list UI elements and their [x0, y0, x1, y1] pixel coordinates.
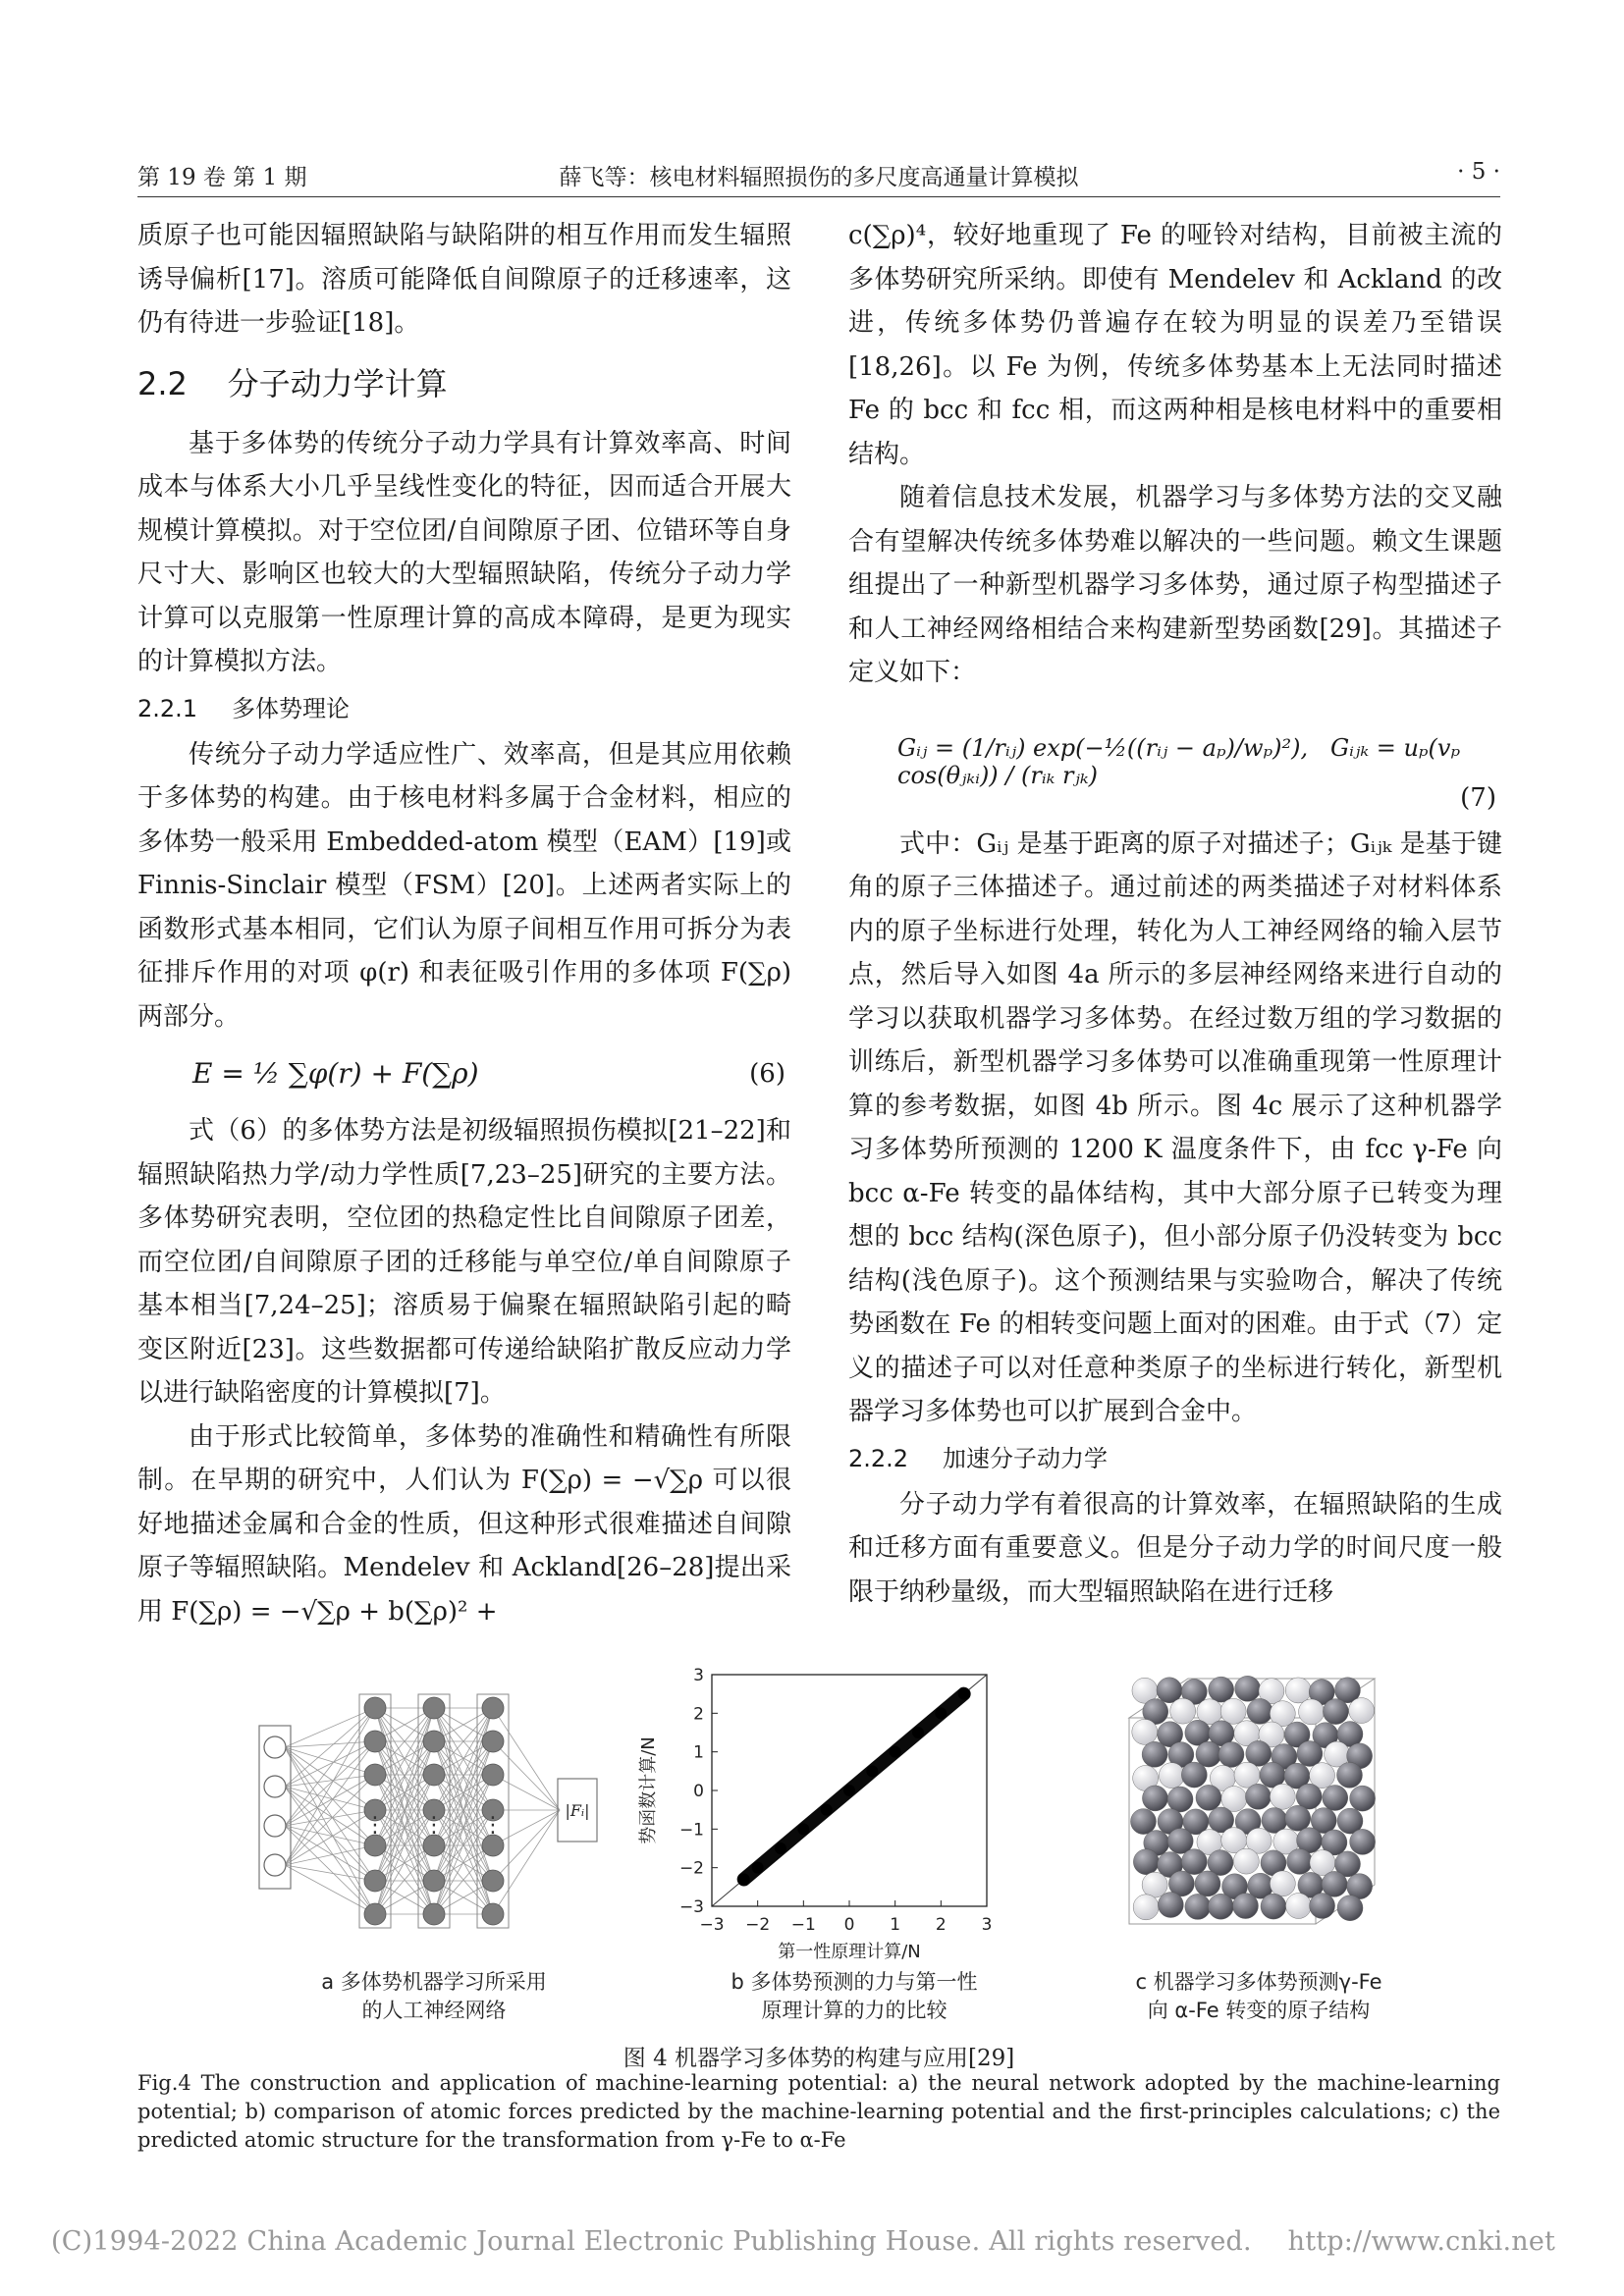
hidden-node — [482, 1903, 504, 1925]
journal-volume: 第 19 卷 第 1 期 — [137, 165, 307, 190]
dark-atom — [1310, 1894, 1335, 1919]
connection-line — [285, 1741, 375, 1826]
connection-line — [285, 1787, 375, 1914]
equation-6 — [137, 1039, 791, 1109]
running-title: 薛飞等：核电材料辐照损伤的多尺度高通量计算模拟 — [559, 165, 1079, 190]
light-atom — [1234, 1762, 1260, 1788]
y-tick-label: 1 — [693, 1742, 704, 1763]
data-point — [912, 1727, 924, 1738]
hidden-node — [364, 1731, 386, 1752]
hidden-node — [423, 1731, 445, 1752]
light-atom — [1285, 1678, 1311, 1703]
paragraph: c(∑ρ)⁴，较好地重现了 Fe 的哑铃对结构，目前被主流的多体势研究所采纳。即使有 Mendelev 和 Ackland 的改进，传统多体势仍普遍存在较为明显的误差乃至错误[18,26]。以 Fe 为例，传统多体势基本上无法同时描述 Fe 的 bcc 和 fcc 相，而这两种相是核电材料中的重要相结构。 — [848, 221, 1502, 469]
x-tick-label: 0 — [843, 1915, 855, 1935]
dark-atom — [1181, 1762, 1207, 1788]
gijk-definition: Gᵢⱼₖ = uₚ(vₚ cos(θⱼₖᵢ)) / (rᵢₖ rⱼₖ) — [897, 733, 1461, 789]
y-tick-label: 0 — [693, 1782, 704, 1801]
paragraph: 传统分子动力学适应性广、效率高，但是其应用依赖于多体势的构建。由于核电材料多属于合金材料，相应的多体势一般采用 Embedded-atom 模型（EAM）[19]或 Finnis-Sinclair 模型（FSM）[20]。上述两者实际上的函数形式基本相同，它们认为原子间相互作用可拆分为表征排斥作用的对项 φ(r) 和表征吸引作用的多体项 F(∑ρ) 两部分。 — [137, 739, 791, 1032]
dark-atom — [1195, 1871, 1220, 1896]
hidden-node — [423, 1835, 445, 1856]
light-atom — [1233, 1848, 1259, 1874]
input-node — [264, 1776, 286, 1797]
gij-definition: Gᵢⱼ = (1/rᵢⱼ) exp(−½((rᵢⱼ − aₚ)/wₚ)²), — [897, 733, 1309, 762]
hidden-node — [364, 1835, 386, 1856]
caption-line: 向 α-Fe 转变的原子结构 — [1147, 1999, 1371, 2022]
hidden-node — [364, 1697, 386, 1719]
paragraph: 分子动力学有着很高的计算效率，在辐照缺陷的生成和迁移方面有重要意义。但是分子动力学的时间尺度一般限于纳秒量级，而大型辐照缺陷在进行迁移 — [848, 1489, 1502, 1607]
data-point — [890, 1746, 901, 1758]
light-atom — [1133, 1895, 1159, 1920]
connection-line — [493, 1708, 560, 1810]
input-node — [264, 1815, 286, 1837]
paragraph: 式中：Gᵢⱼ 是基于距离的原子对描述子；Gᵢⱼₖ 是基于键角的原子三体描述子。通过前述的两类描述子对材料体系内的原子坐标进行处理，转化为人工神经网络的输入层节点，然后导入如图 4a 所示的多层神经网络来进行自动的学习以获取机器学习多体势。在经过数万组的学习数据的训练后，新型机器学习多体势可以准确重现第一性原理计算的参考数据，如图 4b 所示。图 4c 展示了这种机器学习多体势所预测的 1200 K 温度条件下，由 fcc γ-Fe 向 bcc α-Fe 转变的晶体结构，其中大部分原子已转变为理想的 bcc 结构(深色原子)，但小部分原子仍没转变为 bcc 结构(浅色原子)。这个预测结果与实验吻合，解决了传统势函数在 Fe 的相转变问题上面对的困难。由于式（7）定义的描述子可以对任意种类原子的坐标进行转化，新型机器学习多体势也可以扩展到合金中。 — [848, 828, 1502, 1426]
connection-line — [285, 1741, 375, 1787]
connection-line — [285, 1826, 375, 1914]
equation-7 — [848, 695, 1502, 823]
equation-body: E = ½ ∑φ(r) + F(∑ρ) — [192, 1057, 479, 1090]
light-atom — [1285, 1894, 1311, 1919]
paragraph: 质原子也可能因辐照缺陷与缺陷阱的相互作用而发生辐照诱导偏析[17]。溶质可能降低自间隙原子的迁移速率，这仍有待进一步验证[18]。 — [137, 221, 791, 338]
force-comparison-chart — [628, 1645, 1041, 1969]
connection-line — [285, 1787, 375, 1845]
caption-line: b 多体势预测的力与第一性 — [731, 1970, 978, 1994]
hidden-node — [482, 1870, 504, 1892]
copyright-notice: (C)1994-2022 China Academic Journal Electronic Publishing House. All rights reserved. — [51, 2226, 1252, 2257]
connection-line — [285, 1741, 375, 1747]
dark-atom — [1133, 1849, 1159, 1875]
input-node — [264, 1854, 286, 1876]
x-tick-label: 1 — [890, 1915, 901, 1935]
light-atom — [1299, 1699, 1325, 1725]
dark-atom — [1285, 1805, 1311, 1831]
light-atom — [1270, 1871, 1295, 1896]
dark-atom — [1297, 1741, 1323, 1767]
paragraph: 式（6）的多体势方法是初级辐照损伤模拟[21–22]和辐照缺陷热力学/动力学性质[7,23–25]研究的主要方法。多体势研究表明，空位团的热稳定性比自间隙原子团差，而空位团/自间隙原子团的迁移能与单空位/单自间隙原子基本相当[7,24–25]；溶质易于偏聚在辐照缺陷引起的畸变区附近[23]。这些数据都可传递给缺陷扩散反应动力学以进行缺陷密度的计算模拟[7]。 — [137, 1116, 791, 1408]
data-point — [738, 1873, 750, 1885]
dark-atom — [1350, 1786, 1376, 1811]
dark-atom — [1350, 1829, 1376, 1854]
hidden-node — [482, 1731, 504, 1752]
caption-line: 原理计算的力的比较 — [761, 1999, 947, 2022]
network-connections — [285, 1708, 560, 1914]
x-tick-label: 2 — [935, 1915, 947, 1935]
section-title: 分子动力学计算 — [227, 364, 448, 402]
x-tick-label: −1 — [790, 1915, 816, 1935]
figure-title: 图 4 机器学习多体势的构建与应用[29] — [623, 2046, 1015, 2071]
subsection-number: 2.2.1 — [137, 694, 198, 722]
data-point — [752, 1862, 764, 1874]
hidden-node — [482, 1764, 504, 1786]
y-axis-label: 势函数计算/N — [638, 1736, 659, 1844]
dark-atom — [1167, 1787, 1193, 1812]
dark-atom — [1218, 1741, 1244, 1767]
light-atom — [1349, 1698, 1375, 1724]
hidden-node — [423, 1764, 445, 1786]
caption-line: a 多体势机器学习所采用 — [321, 1970, 547, 1994]
x-tick-label: −3 — [699, 1915, 725, 1935]
dark-atom — [1323, 1699, 1348, 1725]
paragraph: 随着信息技术发展，机器学习与多体势方法的交叉融合有望解决传统多体势难以解决的一些问题。赖文生课题组提出了一种新型机器学习多体势，通过原子构型描述子和人工神经网络相结合来构建新型势函数[29]。其描述子定义如下： — [848, 483, 1502, 687]
dark-atom — [1247, 1698, 1272, 1724]
hidden-node — [364, 1870, 386, 1892]
equation-number: (7) — [1460, 782, 1496, 813]
data-point — [775, 1842, 786, 1854]
panel-c-caption — [1092, 1968, 1426, 2025]
dark-atom — [1142, 1786, 1167, 1811]
subsection-heading — [848, 1434, 1502, 1483]
hidden-node — [364, 1903, 386, 1925]
paragraph: 基于多体势的传统分子动力学具有计算效率高、时间成本与体系大小几乎呈线性变化的特征，因而适合开展大规模计算模拟。对于空位团/自间隙原子团、位错环等自身尺寸大、影响区也较大的大型辐照缺陷，传统分子动力学计算可以克服第一性原理计算的高成本障碍，是更为现实的计算模拟方法。 — [137, 428, 791, 676]
figure-caption-english: Fig.4 The construction and application of machine-learning potential: a) the neural network adopted by the machine-learning potential; b) comparison of atomic forces predicted by the machine-learning potential and the first-principles calculations; c) the predicted atomic structure for the transformation from γ-Fe to α-Fe — [137, 2071, 1500, 2152]
connection-line — [493, 1775, 560, 1810]
connection-line — [285, 1826, 375, 1845]
connection-line — [285, 1708, 375, 1865]
header-rule — [137, 196, 1500, 197]
dark-atom — [1323, 1786, 1348, 1811]
dark-atom — [1235, 1676, 1261, 1701]
light-atom — [1170, 1698, 1196, 1724]
light-atom — [1270, 1784, 1295, 1809]
neural-network-diagram — [257, 1688, 611, 1944]
y-tick-label: −1 — [678, 1820, 704, 1841]
ellipsis-dots: ⋮ — [482, 1813, 504, 1838]
ellipsis-dots: ⋮ — [423, 1813, 445, 1838]
page-number: · 5 · — [1457, 159, 1500, 185]
y-tick-label: 3 — [693, 1666, 704, 1685]
x-tick-label: −2 — [745, 1915, 771, 1935]
data-point — [935, 1707, 947, 1719]
dark-atom — [1322, 1871, 1347, 1896]
dark-atom — [1185, 1894, 1211, 1919]
connection-line — [285, 1787, 375, 1810]
connection-line — [285, 1775, 375, 1865]
dark-atom — [1296, 1784, 1322, 1809]
light-atom — [1142, 1872, 1167, 1897]
subsection-title: 加速分子动力学 — [943, 1444, 1108, 1472]
y-tick-label: 2 — [693, 1704, 704, 1725]
caption-line: c 机器学习多体势预测γ-Fe — [1135, 1970, 1382, 1994]
hidden-node — [423, 1870, 445, 1892]
paragraph: 由于形式比较简单，多体势的准确性和精确性有所限制。在早期的研究中，人们认为 F(∑ρ) = −√∑ρ 可以很好地描述金属和合金的性质，但这种形式很难描述自间隙原子等辐照缺陷。Mendelev 和 Ackland[26–28]提出采用 F(∑ρ) = −√∑ρ + b(∑ρ)² + — [137, 1421, 791, 1627]
connection-line — [285, 1747, 375, 1775]
dark-atom — [1196, 1785, 1221, 1810]
dark-atom — [1232, 1894, 1258, 1919]
x-axis-label: 第一性原理计算/N — [778, 1942, 921, 1962]
data-point — [958, 1688, 970, 1700]
connection-line — [285, 1708, 375, 1787]
data-point — [821, 1804, 833, 1816]
output-label: |Fᵢ| — [565, 1801, 590, 1820]
ellipsis-dots: ⋮ — [364, 1813, 386, 1838]
dark-atom — [1208, 1894, 1233, 1919]
panel-b-chart — [628, 1645, 1041, 1969]
dark-atom — [1337, 1896, 1363, 1921]
data-point — [866, 1765, 878, 1777]
left-column — [137, 214, 791, 1633]
hidden-node — [482, 1697, 504, 1719]
dark-atom — [1245, 1784, 1271, 1809]
hidden-node — [364, 1764, 386, 1786]
data-point — [797, 1823, 809, 1835]
light-atom — [1159, 1763, 1184, 1789]
section-number: 2.2 — [137, 364, 188, 402]
dark-atom — [1142, 1741, 1167, 1767]
right-column — [848, 214, 1502, 1614]
input-node — [264, 1736, 286, 1758]
connection-line — [285, 1775, 375, 1787]
panel-b-caption — [677, 1968, 1031, 2025]
connection-line — [285, 1845, 375, 1865]
footer-url: http://www.cnki.net — [1287, 2226, 1556, 2257]
hidden-node — [482, 1835, 504, 1856]
hidden-node — [423, 1903, 445, 1925]
equation-body — [897, 734, 1502, 789]
panel-a-neural-network — [257, 1688, 611, 1944]
caption-line: 的人工神经网络 — [361, 1999, 507, 2022]
light-atom — [1220, 1698, 1246, 1724]
panel-c-atomic-structure — [1119, 1659, 1384, 1953]
running-header — [137, 159, 1500, 192]
dark-atom — [1158, 1893, 1183, 1918]
dark-atom — [1209, 1677, 1234, 1702]
connection-line — [285, 1741, 375, 1865]
data-point — [843, 1785, 855, 1796]
dark-atom — [1336, 1762, 1362, 1788]
y-tick-label: −3 — [678, 1897, 704, 1917]
section-heading — [137, 346, 791, 422]
panel-a-caption — [257, 1968, 611, 2025]
dark-atom — [1287, 1848, 1313, 1874]
hidden-node — [423, 1697, 445, 1719]
x-tick-label: 3 — [981, 1915, 993, 1935]
dark-atom — [1261, 1894, 1286, 1919]
dark-atom — [1181, 1849, 1207, 1875]
y-tick-label: −2 — [678, 1858, 704, 1879]
equation-number: (6) — [749, 1059, 785, 1089]
subsection-number: 2.2.2 — [848, 1444, 909, 1472]
subsection-title: 多体势理论 — [232, 694, 350, 722]
light-atom — [1132, 1719, 1158, 1744]
atomic-structure-image — [1119, 1659, 1384, 1953]
subsection-heading — [137, 684, 791, 733]
dark-atom — [1130, 1809, 1156, 1835]
footer — [51, 2226, 1555, 2257]
connection-line — [285, 1708, 375, 1747]
